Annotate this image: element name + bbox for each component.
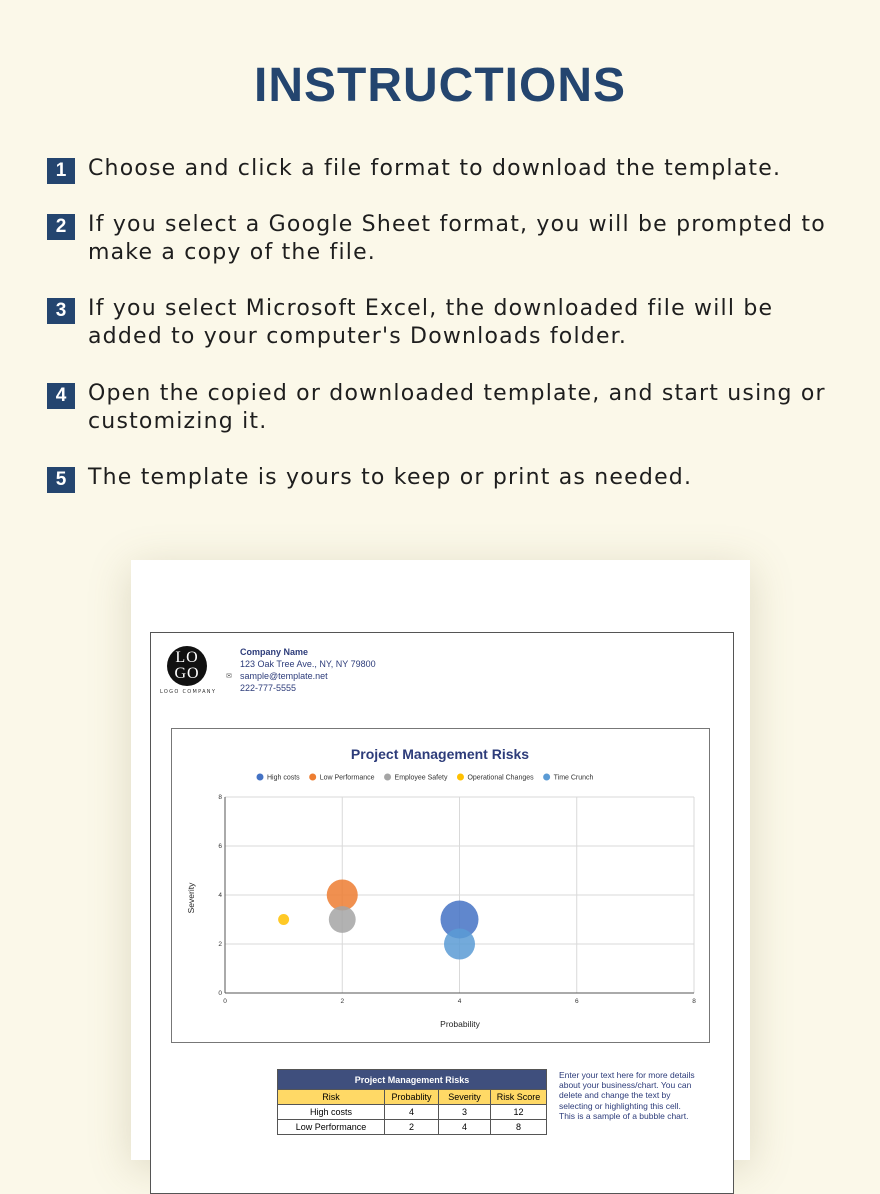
step-text: If you select a Google Sheet format, you will be prompted to make a copy of the file. bbox=[88, 212, 826, 265]
legend-label: Operational Changes bbox=[467, 774, 534, 782]
x-tick-label: 0 bbox=[223, 998, 227, 1005]
company-email: sample@template.net bbox=[240, 671, 328, 681]
bubble-time-crunch bbox=[444, 928, 475, 959]
envelope-icon: ✉ bbox=[226, 672, 232, 680]
table-header: Risk Score bbox=[491, 1090, 547, 1105]
chart-title: Project Management Risks bbox=[350, 746, 530, 762]
table-header: Probablity bbox=[385, 1090, 439, 1105]
step-text: Open the copied or downloaded template, and start using or customizing it. bbox=[88, 381, 826, 434]
legend-marker bbox=[257, 774, 264, 781]
step-number: 3 bbox=[47, 298, 75, 324]
bubble-low-performance bbox=[327, 879, 358, 910]
risk-table bbox=[277, 1069, 547, 1135]
logo-text-bottom: GO bbox=[174, 665, 200, 682]
legend-label: Time Crunch bbox=[553, 774, 594, 782]
logo-text-top: LO bbox=[175, 649, 199, 666]
legend-label: Employee Safety bbox=[394, 774, 448, 782]
step-text: If you select Microsoft Excel, the downloaded file will be added to your computer's Downloads folder. bbox=[88, 296, 774, 349]
step-number: 1 bbox=[47, 158, 75, 184]
y-tick-label: 8 bbox=[218, 794, 222, 801]
company-logo bbox=[167, 646, 207, 686]
table-row bbox=[278, 1105, 547, 1120]
x-tick-label: 8 bbox=[692, 998, 696, 1005]
y-tick-label: 4 bbox=[218, 892, 222, 899]
table-cell: Low Performance bbox=[278, 1120, 385, 1135]
x-tick-label: 6 bbox=[574, 998, 579, 1005]
company-phone: 222-777-5555 bbox=[240, 683, 297, 693]
legend-marker bbox=[457, 774, 464, 781]
table-header: Severity bbox=[439, 1090, 491, 1105]
table-cell: 4 bbox=[439, 1120, 491, 1135]
legend-label: Low Performance bbox=[319, 774, 375, 782]
table-title: Project Management Risks bbox=[278, 1070, 547, 1090]
table-cell: High costs bbox=[278, 1105, 385, 1120]
step-number: 2 bbox=[47, 214, 75, 240]
bubble-operational-changes bbox=[278, 914, 289, 925]
step-text: Choose and click a file format to download the template. bbox=[88, 156, 782, 181]
x-tick-label: 4 bbox=[457, 998, 462, 1005]
step-number: 4 bbox=[47, 383, 75, 409]
table-row bbox=[278, 1120, 547, 1135]
template-preview bbox=[131, 560, 750, 1160]
template-page bbox=[150, 632, 734, 1194]
x-axis-label: Probability bbox=[440, 1019, 480, 1029]
step-text: The template is yours to keep or print as needed. bbox=[88, 465, 693, 490]
bubble-chart bbox=[172, 729, 709, 1042]
table-cell: 12 bbox=[491, 1105, 547, 1120]
x-tick-label: 2 bbox=[340, 998, 345, 1005]
bubble-employee-safety bbox=[329, 906, 356, 933]
legend-marker bbox=[309, 774, 316, 781]
company-info bbox=[240, 646, 376, 694]
y-axis-label: Severity bbox=[186, 882, 196, 914]
y-tick-label: 2 bbox=[218, 941, 222, 948]
step-number: 5 bbox=[47, 467, 75, 493]
note-text: Enter your text here for more details about your business/chart. You can delete and change the text by selecting or highlighting this cell. This is a sample of a bubble chart. bbox=[559, 1070, 695, 1121]
table-header-row bbox=[278, 1090, 547, 1105]
company-address: 123 Oak Tree Ave., NY, NY 79800 bbox=[240, 659, 376, 669]
table-cell: 3 bbox=[439, 1105, 491, 1120]
table-header: Risk bbox=[278, 1090, 385, 1105]
table-cell: 8 bbox=[491, 1120, 547, 1135]
table-cell: 4 bbox=[385, 1105, 439, 1120]
legend-marker bbox=[384, 774, 391, 781]
page-title: INSTRUCTIONS bbox=[254, 59, 626, 112]
legend-label: High costs bbox=[267, 774, 300, 782]
company-name: Company Name bbox=[240, 647, 309, 657]
legend-marker bbox=[543, 774, 550, 781]
y-tick-label: 0 bbox=[218, 990, 222, 997]
y-tick-label: 6 bbox=[218, 843, 222, 850]
table-cell: 2 bbox=[385, 1120, 439, 1135]
chart-container bbox=[171, 728, 710, 1043]
logo-caption: LOGO COMPANY bbox=[160, 689, 217, 695]
